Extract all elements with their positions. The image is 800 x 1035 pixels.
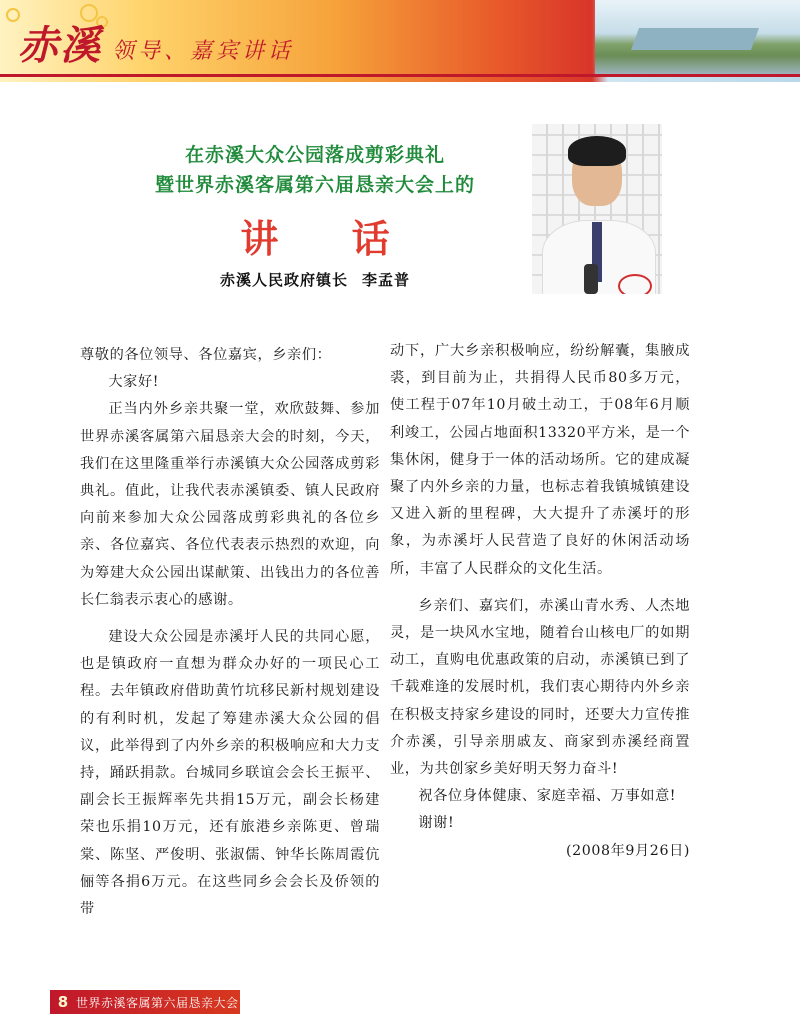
paragraph-wishes: 祝各位身体健康、家庭幸福、万事如意! <box>418 788 677 805</box>
river-shape <box>631 28 759 50</box>
page-footer <box>50 990 240 1014</box>
article-title-block <box>120 140 510 290</box>
speech-date: (2008年9月26日) <box>565 842 690 859</box>
header-scenery-photo <box>595 0 800 74</box>
salutation: 尊敬的各位领导、各位嘉宾，乡亲们： <box>80 347 332 363</box>
header-rule <box>0 74 800 77</box>
ribbon-corsage-icon <box>618 274 652 294</box>
article-title-line-2: 暨世界赤溪客属第六届恳亲大会上的 <box>154 174 475 196</box>
author-role: 赤溪人民政府镇长 <box>219 271 348 289</box>
article-title-line-1: 在赤溪大众公园落成剪彩典礼 <box>184 144 445 166</box>
page-number: 8 <box>57 993 69 1011</box>
paragraph-park-construction: 建设大众公园是赤溪圩人民的共同心愿，也是镇政府一直想为群众办好的一项民心工程。去年镇政府借助黄竹坑移民新村规划建设的有利时机，发起了筹建赤溪大众公园的倡议，此举得到了内外乡亲的积极响应和大力支持，踊跃捐款。台城同乡联谊会会长王振平、副会长王振辉率先共捐15万元，副会长杨建荣也乐捐10万元，还有旅港乡亲陈更、曾瑞棠、陈坚、严俊明、张淑儒、钟华长陈周霞伉俪等各捐6万元。在这些同乡会会长及侨领的带 <box>80 629 380 918</box>
microphone-icon <box>584 264 598 294</box>
body-column-right <box>390 338 690 865</box>
greeting: 大家好! <box>108 374 160 391</box>
speaker-portrait <box>532 124 662 294</box>
article-byline <box>120 269 510 290</box>
body-column-left <box>80 342 380 923</box>
portrait-hair <box>568 136 626 166</box>
magazine-logo: 赤溪 <box>18 22 102 69</box>
paragraph-welcome: 正当内外乡亲共聚一堂，欢欣鼓舞、参加世界赤溪客属第六届恳亲大会的时刻，今天，我们在这里隆重举行赤溪镇大众公园落成剪彩典礼。值此，让我代表赤溪镇委、镇人民政府向前来参加大众公园落成剪彩典礼的各位乡亲、各位嘉宾、各位代表表示热烈的欢迎，向为筹建大众公园出谋献策、出钱出力的各位善长仁翁表示衷心的感谢。 <box>80 401 380 608</box>
article-main-title: 讲 话 <box>240 217 420 261</box>
publication-name: 世界赤溪客属第六届恳亲大会 <box>76 996 239 1010</box>
paragraph-thanks: 谢谢! <box>418 815 455 832</box>
author-name: 李孟普 <box>362 271 411 289</box>
paragraph-development: 乡亲们、嘉宾们，赤溪山青水秀、人杰地灵，是一块风水宝地，随着台山核电厂的如期动工，直购电优惠政策的启动，赤溪镇已到了千载难逢的发展时机，我们衷心期待内外乡亲在积极支持家乡建设的同时，还要大力宣传推介赤溪，引导亲朋戚友、商家到赤溪经商置业，为共创家乡美好明天努力奋斗! <box>390 597 690 778</box>
page-header-banner <box>0 0 800 82</box>
paragraph-fundraising: 动下，广大乡亲积极响应，纷纷解囊，集腋成裘，到目前为止，共捐得人民币80多万元，使工程于07年10月破土动工，于08年6月顺利竣工，公园占地面积13320平方米，是一个集休闲，健身于一体的活动场所。它的建成凝聚了内外乡亲的力量，也标志着我镇城镇建设又进入新的里程碑，大大提升了赤溪圩的形象，为赤溪圩人民营造了良好的休闲活动场所，丰富了人民群众的文化生活。 <box>390 343 690 577</box>
section-title: 领导、嘉宾讲话 <box>112 39 295 64</box>
